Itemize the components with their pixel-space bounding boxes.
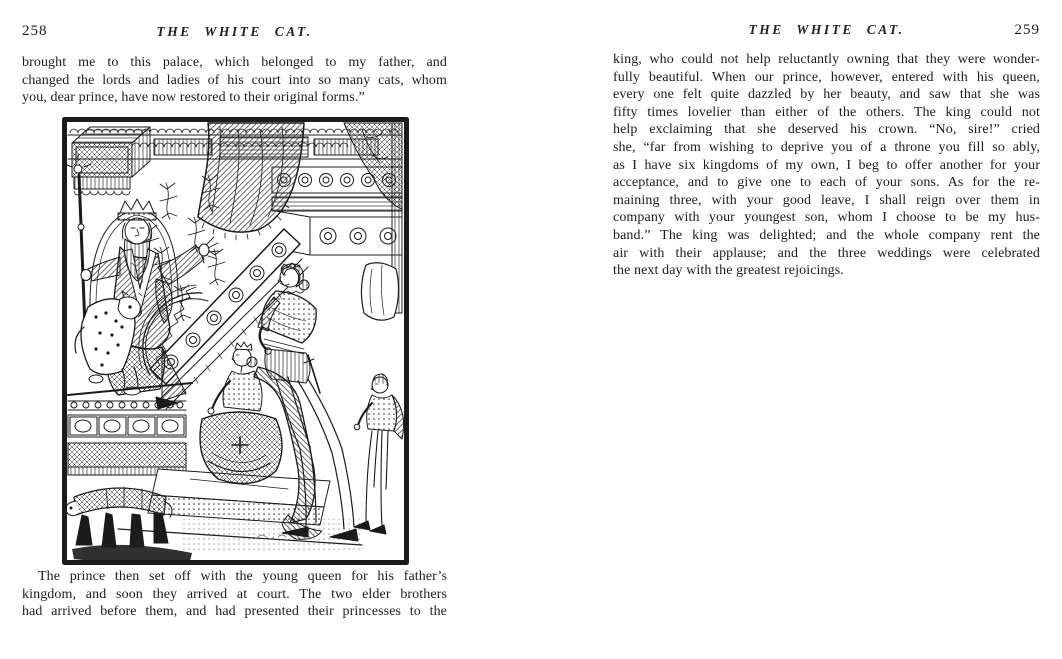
paragraph-top-left: [22, 54, 447, 107]
right-page: [531, 0, 1062, 659]
illustration-svg: [62, 117, 409, 565]
text-line: help exclaiming that she deserved his crown. “No, sire!” cried: [613, 122, 1040, 138]
text-line: as I have six kingdoms of my own, I beg to offer another for your: [613, 157, 1040, 173]
king-crown: [120, 199, 154, 213]
text-line: fully beautiful. When our prince, however, entered with his queen,: [613, 69, 1040, 85]
text-line: you, dear prince, have now restored to their original forms.”: [22, 90, 365, 106]
running-title-left: THE WHITE CAT.: [156, 24, 313, 39]
text-line: fifty times lovelier than either of the others. The king could not: [613, 104, 1040, 120]
paragraph-bottom-left: [22, 568, 447, 621]
page-number-right-wrap: [613, 21, 1040, 39]
text-line: acceptance, and to give one to each of your sons. As for the re-: [613, 175, 1040, 191]
running-title-right: THE WHITE CAT.: [748, 22, 905, 37]
text-line: king, who could not help reluctantly owning that they were wonder-: [613, 52, 1040, 67]
text-line: every one felt quite dazzled by her beauty, and saw that she was: [613, 87, 1040, 103]
text-line: had arrived before them, and had presented their princesses to the: [22, 604, 447, 620]
text-line: brought me to this palace, which belonged to my father, and: [22, 55, 447, 70]
page-number-left: 258: [22, 23, 48, 39]
white-cat-illustration: [62, 117, 409, 565]
text-line: The prince then set off with the young queen for his father’s: [38, 569, 447, 584]
text-line: band.” The king was delighted; and the whole company rent the: [613, 227, 1040, 243]
paragraph-right: [613, 51, 1040, 280]
page-number-right: 259: [1014, 22, 1040, 38]
text-line: she, “far from wishing to deprive you of a throne you fill so ably,: [613, 139, 1040, 155]
text-line: air with their applause; and the three weddings were celebrated: [613, 245, 1040, 261]
text-line: changed the lords and ladies of his court into so many cats, whom: [22, 72, 447, 88]
text-line: the next day with the greatest rejoicings.: [613, 263, 844, 279]
text-line: kingdom, and soon they arrived at court. The two elder brothers: [22, 586, 447, 602]
text-line: maining three, with your good leave, I shall reign over them in: [613, 192, 1040, 208]
text-line: company with your youngest son, whom I choose to be my hus-: [613, 210, 1040, 226]
